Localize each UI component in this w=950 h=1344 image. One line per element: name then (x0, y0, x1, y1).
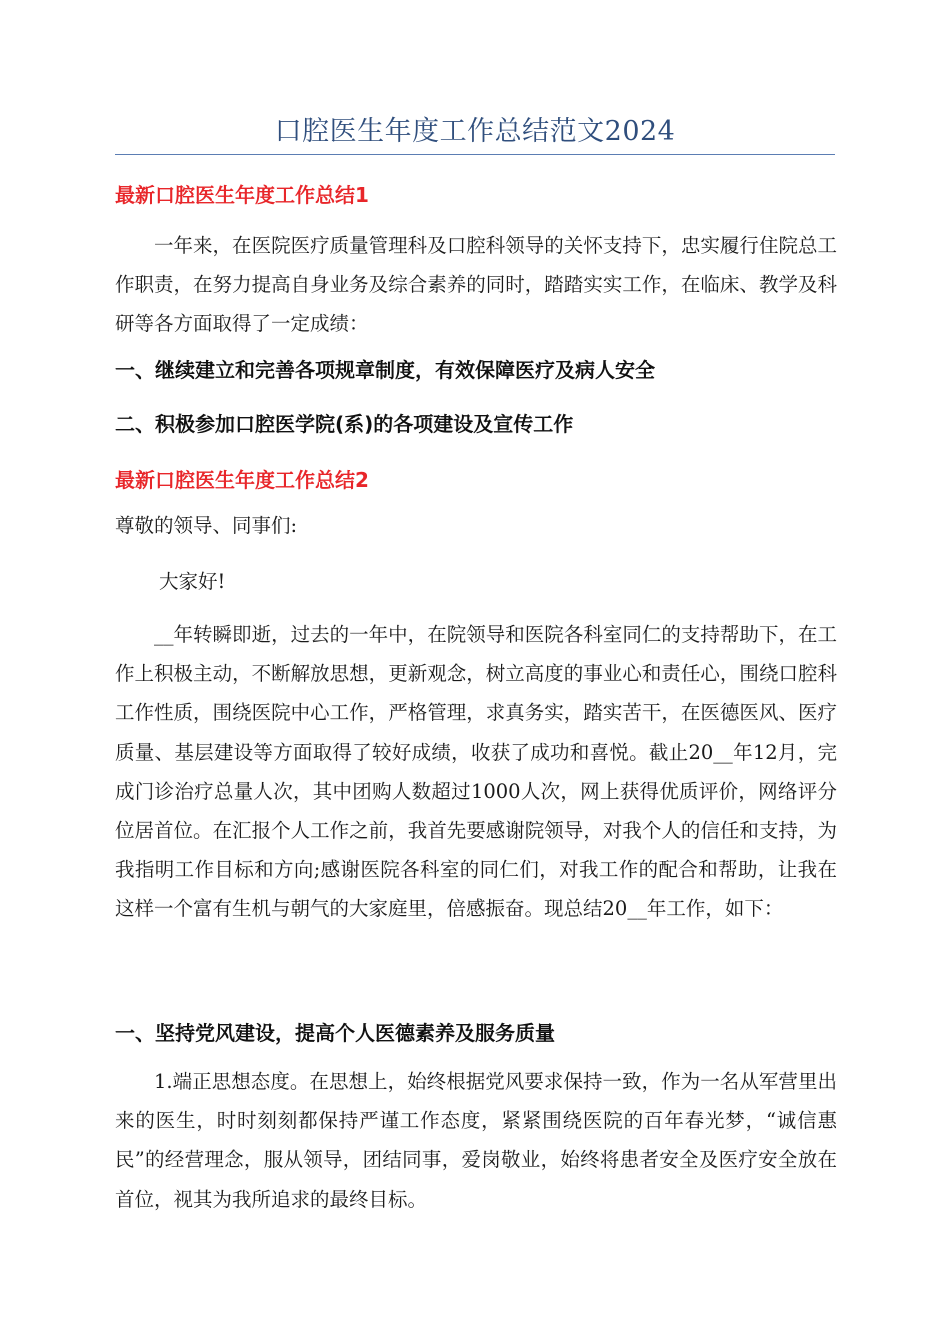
section1-heading: 最新口腔医生年度工作总结1 (115, 183, 369, 207)
greeting: 大家好! (159, 570, 226, 593)
section2-heading: 最新口腔医生年度工作总结2 (115, 468, 369, 492)
title-underline (115, 154, 835, 155)
section2-body-paragraph: __年转瞬即逝，过去的一年中，在院领导和医院各科室同仁的支持帮助下，在工作上积极主动，不断解放思想，更新观念，树立高度的事业心和责任心，围绕口腔科工作性质，围绕医院中心工作，严格管理，求真务实，踏实苦干，在医德医风、医疗质量、基层建设等方面取得了较好成绩，收获了成功和喜悦。截止20__年12月，完成门诊治疗总量人次，其中团购人数超过1000人次，网上获得优质评价，网络评分位居首位。在汇报个人工作之前，我首先要感谢院领导，对我个人的信任和支持，为我指明工作目标和方向;感谢医院各科室的同仁们，对我工作的配合和帮助，让我在这样一个富有生机与朝气的大家庭里，倍感振奋。现总结20__年工作，如下： (115, 623, 837, 921)
section1-intro-paragraph: 一年来，在医院医疗质量管理科及口腔科领导的关怀支持下，忠实履行住院总工作职责，在努力提高自身业务及综合素养的同时，踏踏实实工作，在临床、教学及科研等各方面取得了一定成绩： (115, 234, 837, 336)
section2-point1-heading: 一、坚持党风建设，提高个人医德素养及服务质量 (115, 1021, 555, 1045)
document-title: 口腔医生年度工作总结范文2024 (274, 116, 676, 147)
salutation: 尊敬的领导、同事们: (115, 514, 298, 537)
section1-point2-heading: 二、积极参加口腔医学院(系)的各项建设及宣传工作 (115, 412, 574, 436)
section1-point1-heading: 一、继续建立和完善各项规章制度，有效保障医疗及病人安全 (115, 358, 655, 382)
section2-item1-paragraph: 1.端正思想态度。在思想上，始终根据党风要求保持一致，作为一名从军营里出来的医生，时时刻刻都保持严谨工作态度，紧紧围绕医院的百年春光梦，“诚信惠民”的经营理念，服从领导，团结同事，爱岗敬业，始终将患者安全及医疗安全放在首位，视其为我所追求的最终目标。 (115, 1070, 837, 1211)
